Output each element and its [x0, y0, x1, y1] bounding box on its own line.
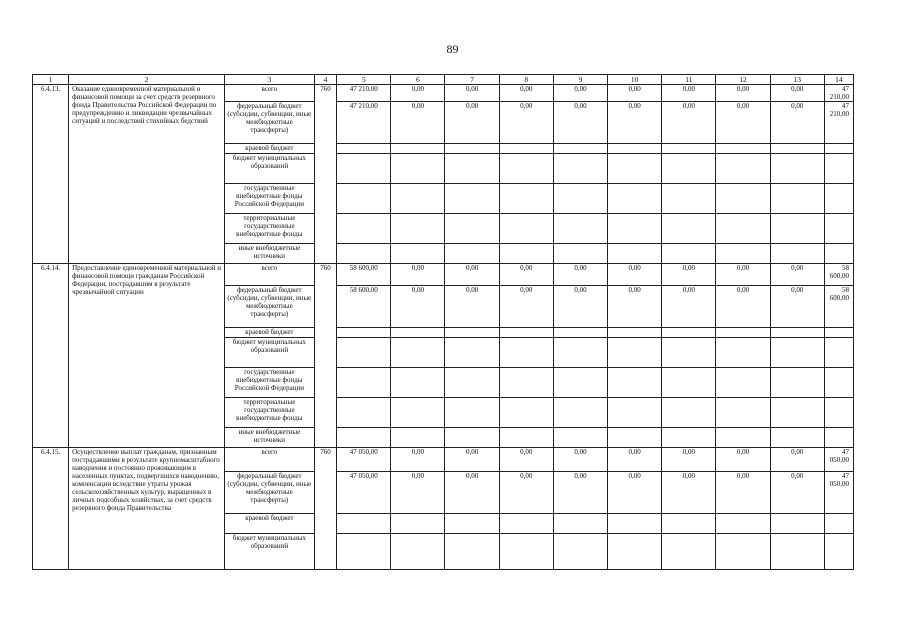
- funding-source: бюджет муниципальных образований: [224, 338, 314, 368]
- empty-cell: [608, 338, 662, 368]
- empty-cell: [770, 338, 824, 368]
- empty-cell: [608, 328, 662, 338]
- empty-cell: [553, 338, 607, 368]
- empty-cell: [824, 328, 853, 338]
- amount-cell: 0,00: [716, 85, 770, 102]
- empty-cell: [553, 534, 607, 570]
- amount-cell: 58 600,00: [337, 286, 391, 328]
- empty-cell: [337, 368, 391, 398]
- funding-source: бюджет муниципальных образований: [224, 534, 314, 570]
- empty-cell: [553, 398, 607, 428]
- amount-cell: 0,00: [499, 102, 553, 144]
- empty-cell: [824, 514, 853, 534]
- table-row: [33, 448, 854, 472]
- amount-cell: 0,00: [553, 85, 607, 102]
- amount-cell: 0,00: [608, 286, 662, 328]
- amount-cell: 0,00: [716, 102, 770, 144]
- empty-cell: [608, 514, 662, 534]
- empty-cell: [445, 244, 499, 264]
- empty-cell: [445, 514, 499, 534]
- measure-name: Оказание единовременной материальной и финансовой помощи за счет средств резервного фонда Правительства Российской Федерации по предупреждению и ликвидации чрезвычайных ситуаций и последствий стихийных бедствий: [69, 85, 225, 264]
- amount-cell: 47 050,00: [824, 448, 853, 472]
- amount-cell: 0,00: [770, 85, 824, 102]
- empty-cell: [499, 154, 553, 184]
- amount-cell: 0,00: [608, 264, 662, 286]
- column-header: 8: [499, 75, 553, 85]
- empty-cell: [716, 398, 770, 428]
- empty-cell: [391, 154, 445, 184]
- amount-cell: 0,00: [716, 264, 770, 286]
- table-row: [33, 85, 854, 102]
- empty-cell: [391, 514, 445, 534]
- empty-cell: [553, 144, 607, 154]
- amount-cell: 0,00: [499, 472, 553, 514]
- empty-cell: [716, 368, 770, 398]
- empty-cell: [770, 514, 824, 534]
- amount-cell: 0,00: [553, 286, 607, 328]
- empty-cell: [445, 368, 499, 398]
- empty-cell: [337, 214, 391, 244]
- amount-cell: 0,00: [499, 85, 553, 102]
- empty-cell: [770, 154, 824, 184]
- empty-cell: [770, 428, 824, 448]
- amount-cell: 0,00: [770, 102, 824, 144]
- empty-cell: [391, 534, 445, 570]
- empty-cell: [608, 244, 662, 264]
- empty-cell: [608, 368, 662, 398]
- amount-cell: 0,00: [716, 286, 770, 328]
- empty-cell: [445, 534, 499, 570]
- funding-source: краевой бюджет: [224, 514, 314, 534]
- empty-cell: [499, 214, 553, 244]
- amount-cell: 0,00: [553, 102, 607, 144]
- amount-cell: 0,00: [391, 448, 445, 472]
- empty-cell: [662, 184, 716, 214]
- amount-cell: 0,00: [662, 286, 716, 328]
- empty-cell: [391, 328, 445, 338]
- budget-table: [32, 74, 854, 570]
- empty-cell: [662, 214, 716, 244]
- funding-source: всего: [224, 264, 314, 286]
- column-header: 3: [224, 75, 314, 85]
- amount-cell: 0,00: [445, 448, 499, 472]
- amount-cell: 0,00: [445, 85, 499, 102]
- amount-cell: 0,00: [391, 85, 445, 102]
- amount-cell: 0,00: [608, 448, 662, 472]
- funding-source: иные внебюджетные источники: [224, 428, 314, 448]
- empty-cell: [662, 368, 716, 398]
- empty-cell: [608, 428, 662, 448]
- amount-cell: 47 210,00: [337, 85, 391, 102]
- empty-cell: [445, 428, 499, 448]
- empty-cell: [337, 154, 391, 184]
- amount-cell: 47 210,00: [337, 102, 391, 144]
- amount-cell: 0,00: [770, 448, 824, 472]
- column-header: 10: [608, 75, 662, 85]
- empty-cell: [337, 244, 391, 264]
- empty-cell: [824, 154, 853, 184]
- empty-cell: [662, 244, 716, 264]
- empty-cell: [553, 428, 607, 448]
- empty-cell: [337, 184, 391, 214]
- funding-source: федеральный бюджет (субсидии, субвенции, иные межбюджетные трансферты): [224, 286, 314, 328]
- funding-source: краевой бюджет: [224, 144, 314, 154]
- empty-cell: [499, 328, 553, 338]
- empty-cell: [716, 214, 770, 244]
- empty-cell: [824, 534, 853, 570]
- empty-cell: [716, 428, 770, 448]
- empty-cell: [499, 144, 553, 154]
- empty-cell: [445, 328, 499, 338]
- empty-cell: [391, 368, 445, 398]
- empty-cell: [391, 338, 445, 368]
- funding-source: территориальные государственные внебюджетные фонды: [224, 398, 314, 428]
- empty-cell: [770, 368, 824, 398]
- empty-cell: [716, 154, 770, 184]
- funding-source: территориальные государственные внебюджетные фонды: [224, 214, 314, 244]
- empty-cell: [608, 398, 662, 428]
- column-header: 1: [33, 75, 69, 85]
- empty-cell: [445, 214, 499, 244]
- amount-cell: 0,00: [608, 85, 662, 102]
- empty-cell: [499, 514, 553, 534]
- empty-cell: [608, 214, 662, 244]
- funding-source: всего: [224, 448, 314, 472]
- empty-cell: [445, 154, 499, 184]
- empty-cell: [662, 144, 716, 154]
- empty-cell: [499, 184, 553, 214]
- column-header-row: [33, 75, 854, 85]
- amount-cell: 0,00: [662, 102, 716, 144]
- empty-cell: [716, 184, 770, 214]
- amount-cell: 0,00: [391, 102, 445, 144]
- column-header: 7: [445, 75, 499, 85]
- amount-cell: 0,00: [499, 286, 553, 328]
- empty-cell: [716, 144, 770, 154]
- amount-cell: 47 050,00: [337, 472, 391, 514]
- ministry-code: 760: [315, 85, 337, 264]
- row-number: 6.4.13.: [33, 85, 69, 264]
- empty-cell: [553, 154, 607, 184]
- empty-cell: [662, 398, 716, 428]
- empty-cell: [608, 534, 662, 570]
- column-header: 2: [69, 75, 225, 85]
- empty-cell: [824, 184, 853, 214]
- amount-cell: 47 210,00: [824, 102, 853, 144]
- empty-cell: [391, 214, 445, 244]
- empty-cell: [445, 184, 499, 214]
- measure-name: Предоставление единовременной материальной и финансовой помощи гражданам Российской Федерации, пострадавшим в результате чрезвычайной ситуации: [69, 264, 225, 448]
- amount-cell: 0,00: [770, 286, 824, 328]
- empty-cell: [499, 368, 553, 398]
- empty-cell: [716, 514, 770, 534]
- empty-cell: [337, 398, 391, 428]
- amount-cell: 0,00: [770, 472, 824, 514]
- empty-cell: [716, 244, 770, 264]
- empty-cell: [553, 214, 607, 244]
- amount-cell: 0,00: [499, 448, 553, 472]
- empty-cell: [499, 338, 553, 368]
- empty-cell: [824, 214, 853, 244]
- table-row: [33, 264, 854, 286]
- column-header: 11: [662, 75, 716, 85]
- amount-cell: 0,00: [662, 85, 716, 102]
- empty-cell: [770, 144, 824, 154]
- column-header: 14: [824, 75, 853, 85]
- empty-cell: [770, 214, 824, 244]
- amount-cell: 0,00: [770, 264, 824, 286]
- amount-cell: 0,00: [716, 472, 770, 514]
- empty-cell: [445, 338, 499, 368]
- empty-cell: [553, 244, 607, 264]
- empty-cell: [553, 184, 607, 214]
- amount-cell: 58 600,00: [824, 264, 853, 286]
- empty-cell: [824, 398, 853, 428]
- empty-cell: [770, 244, 824, 264]
- amount-cell: 0,00: [391, 264, 445, 286]
- amount-cell: 0,00: [553, 264, 607, 286]
- empty-cell: [445, 144, 499, 154]
- empty-cell: [499, 428, 553, 448]
- empty-cell: [499, 244, 553, 264]
- amount-cell: 0,00: [445, 102, 499, 144]
- empty-cell: [662, 338, 716, 368]
- empty-cell: [337, 428, 391, 448]
- funding-source: государственные внебюджетные фонды Российской Федерации: [224, 184, 314, 214]
- row-number: 6.4.14.: [33, 264, 69, 448]
- funding-source: иные внебюджетные источники: [224, 244, 314, 264]
- empty-cell: [337, 144, 391, 154]
- amount-cell: 0,00: [608, 102, 662, 144]
- empty-cell: [716, 328, 770, 338]
- amount-cell: 0,00: [391, 472, 445, 514]
- empty-cell: [553, 368, 607, 398]
- empty-cell: [608, 144, 662, 154]
- empty-cell: [824, 338, 853, 368]
- page-number: 89: [446, 42, 459, 56]
- amount-cell: 0,00: [445, 264, 499, 286]
- amount-cell: 0,00: [553, 472, 607, 514]
- empty-cell: [553, 514, 607, 534]
- column-header: 4: [315, 75, 337, 85]
- empty-cell: [824, 428, 853, 448]
- funding-source: федеральный бюджет (субсидии, субвенции, иные межбюджетные трансферты): [224, 472, 314, 514]
- column-header: 9: [553, 75, 607, 85]
- amount-cell: 0,00: [662, 448, 716, 472]
- empty-cell: [499, 534, 553, 570]
- empty-cell: [824, 244, 853, 264]
- row-number: 6.4.15.: [33, 448, 69, 570]
- amount-cell: 47 050,00: [337, 448, 391, 472]
- empty-cell: [391, 398, 445, 428]
- amount-cell: 0,00: [716, 448, 770, 472]
- empty-cell: [337, 338, 391, 368]
- empty-cell: [716, 338, 770, 368]
- ministry-code: 760: [315, 448, 337, 570]
- column-header: 12: [716, 75, 770, 85]
- column-header: 5: [337, 75, 391, 85]
- amount-cell: 58 600,00: [824, 286, 853, 328]
- empty-cell: [662, 428, 716, 448]
- column-header: 13: [770, 75, 824, 85]
- empty-cell: [445, 398, 499, 428]
- empty-cell: [662, 328, 716, 338]
- empty-cell: [662, 154, 716, 184]
- funding-source: всего: [224, 85, 314, 102]
- amount-cell: 0,00: [445, 286, 499, 328]
- empty-cell: [391, 144, 445, 154]
- empty-cell: [770, 328, 824, 338]
- column-header: 6: [391, 75, 445, 85]
- empty-cell: [662, 534, 716, 570]
- empty-cell: [337, 514, 391, 534]
- empty-cell: [824, 368, 853, 398]
- amount-cell: 0,00: [391, 286, 445, 328]
- amount-cell: 0,00: [499, 264, 553, 286]
- empty-cell: [770, 184, 824, 214]
- amount-cell: 0,00: [553, 448, 607, 472]
- empty-cell: [553, 328, 607, 338]
- empty-cell: [770, 534, 824, 570]
- empty-cell: [608, 154, 662, 184]
- empty-cell: [499, 398, 553, 428]
- empty-cell: [770, 398, 824, 428]
- ministry-code: 760: [315, 264, 337, 448]
- amount-cell: 0,00: [608, 472, 662, 514]
- empty-cell: [337, 328, 391, 338]
- funding-source: федеральный бюджет (субсидии, субвенции, иные межбюджетные трансферты): [224, 102, 314, 144]
- funding-source: бюджет муниципальных образований: [224, 154, 314, 184]
- empty-cell: [391, 428, 445, 448]
- empty-cell: [608, 184, 662, 214]
- funding-source: краевой бюджет: [224, 328, 314, 338]
- empty-cell: [391, 244, 445, 264]
- measure-name: Осуществление выплат гражданам, признанным пострадавшими в результате крупномасштабного наводнения и постоянно проживающим в населенных пунктах, подвергшихся наводнению, компенсации вследствие утраты урожая сельскохозяйственных культур, выращенных в личных подсобных хозяйствах, за счет средств резервного фонда Правительства: [69, 448, 225, 570]
- empty-cell: [662, 514, 716, 534]
- amount-cell: 58 600,00: [337, 264, 391, 286]
- funding-source: государственные внебюджетные фонды Российской Федерации: [224, 368, 314, 398]
- amount-cell: 0,00: [662, 472, 716, 514]
- empty-cell: [824, 144, 853, 154]
- amount-cell: 0,00: [445, 472, 499, 514]
- empty-cell: [391, 184, 445, 214]
- amount-cell: 0,00: [662, 264, 716, 286]
- amount-cell: 47 210,00: [824, 85, 853, 102]
- empty-cell: [337, 534, 391, 570]
- amount-cell: 47 050,00: [824, 472, 853, 514]
- empty-cell: [716, 534, 770, 570]
